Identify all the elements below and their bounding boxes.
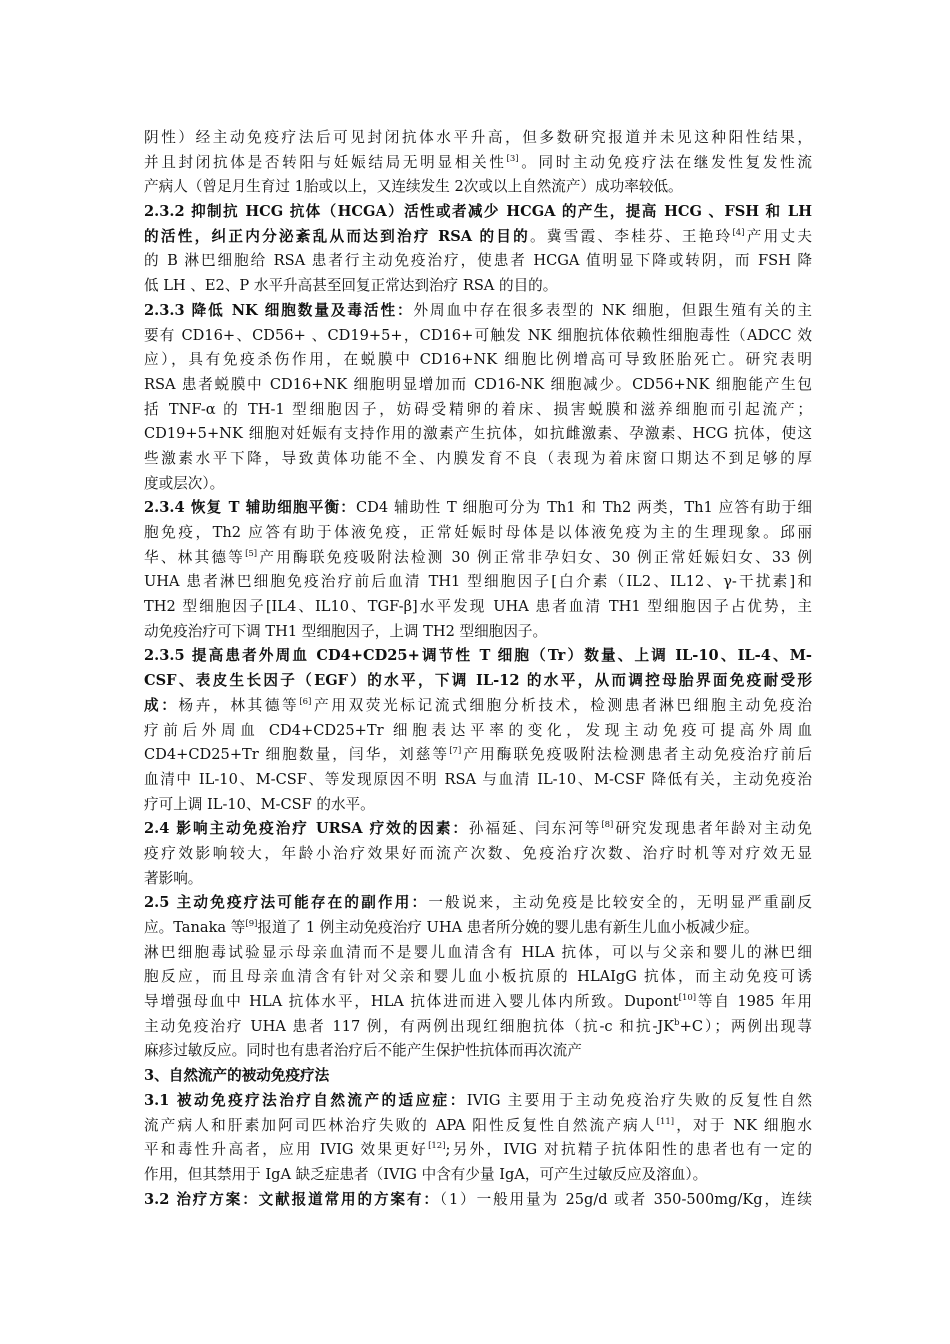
body-text: 产用双荧光标记流式细胞分析技术，检测患者淋巴细胞主动免疫治 — [311, 696, 812, 714]
body-text: UHA 患者淋巴细胞免疫治疗前后血清 TH1 型细胞因子[白介素（IL2、IL12、γ-干扰素]和 — [144, 573, 812, 591]
paragraph-s25 — [144, 891, 812, 1064]
text-line — [144, 965, 812, 990]
bold-heading-text: 2.3.5 提高患者外周血 CD4+CD25+调节性 T 细胞（Tr）数量、上调 IL-10、IL-4、M- — [144, 647, 812, 665]
body-text: 度或层次）。 — [144, 474, 225, 492]
body-text: 一般说来，主动免疫是比较安全的，无明显严重副反 — [428, 894, 812, 912]
body-text: 华、林其德等 — [144, 548, 246, 566]
citation-ref: [9] — [245, 919, 258, 929]
citation-ref: [5] — [245, 548, 258, 559]
citation-ref: [6] — [299, 696, 312, 707]
text-line — [144, 595, 812, 620]
paragraph-p0 — [144, 126, 812, 200]
body-text: 动免疫治疗可下调 TH1 型细胞因子，上调 TH2 型细胞因子。 — [144, 622, 548, 640]
body-text: 胞免疫，Th2 应答有助于体液免疫，正常妊娠时母体是以体液免疫为主的生理现象。邱丽 — [144, 524, 812, 541]
body-text: 应。Tanaka 等 — [144, 919, 246, 936]
body-text: 产病人（曾足月生育过 1胎或以上，又连续发生 2次或以上自然流产）成功率较低。 — [144, 178, 683, 196]
body-text: ;另外，IVIG 对抗精子抗体阳性的患者也有一定的 — [445, 1141, 812, 1159]
text-line — [144, 324, 812, 349]
body-text: 疗前后外周血 CD4+CD25+Tr 细胞表达平率的变化，发现主动免疫可提高外周血 — [144, 721, 812, 739]
text-line — [144, 1064, 812, 1089]
body-text: 作用，但其禁用于 IgA 缺乏症患者（IVIG 中含有少量 IgA，可产生过敏反应及溶血）。 — [144, 1165, 708, 1183]
body-text: 产用酶联免疫吸附法检测 30 例正常非孕妇女、30 例正常妊娠妇女、33 例 — [257, 548, 812, 566]
text-line — [144, 348, 812, 373]
body-text: 麻疹过敏反应。同时也有患者治疗后不能产生保护性抗体而再次流产 — [144, 1042, 582, 1060]
citation-ref: [7] — [449, 746, 462, 757]
bold-heading-text: 3、自然流产的被动免疫疗法 — [144, 1067, 330, 1085]
text-line — [144, 521, 812, 546]
paragraph-h3 — [144, 1064, 812, 1089]
body-text: 外周血中存在很多表型的 NK 细胞，但跟生殖有关的主 — [413, 301, 812, 319]
text-line — [144, 1039, 812, 1064]
body-text: 平和毒性升高者，应用 IVIG 效果更好 — [144, 1141, 429, 1159]
citation-ref: [8] — [601, 820, 614, 831]
text-line — [144, 694, 812, 719]
text-line — [144, 126, 812, 151]
text-line — [144, 719, 812, 744]
text-line — [144, 842, 812, 867]
body-text: 。同时主动免疫疗法在继发性复发性流 — [518, 153, 812, 171]
text-line — [144, 373, 812, 398]
bold-heading-text: 2.4 影响主动免疫治疗 URSA 疗效的因素： — [144, 820, 469, 838]
text-line — [144, 867, 812, 892]
text-line — [144, 422, 812, 447]
bold-heading-text: 2.5 主动免疫疗法可能存在的副作用： — [144, 894, 429, 912]
body-text: +C）；两例出现荨 — [679, 1017, 812, 1035]
body-text: RSA 患者蜕膜中 CD16+NK 细胞明显增加而 CD16-NK 细胞减少。CD56+NK 细胞能产生包 — [144, 375, 812, 393]
text-line — [144, 620, 812, 645]
body-text: ，对于 NK 细胞水 — [674, 1116, 813, 1134]
text-line — [144, 941, 812, 966]
body-text: 疗可上调 IL-10、M-CSF 的水平。 — [144, 795, 375, 813]
paragraph-s233 — [144, 299, 812, 497]
body-text: 的 B 淋巴细胞给 RSA 患者行主动免疫治疗，使患者 HCGA 值明显下降或转阴，而 FSH 降 — [144, 252, 812, 270]
text-line — [144, 398, 812, 423]
text-line — [144, 496, 812, 521]
bold-heading-text: 2.3.2 抑制抗 HCG 抗体（HCGA）活性或者减少 HCGA 的产生，提高 HCG 、FSH 和 LH — [144, 203, 812, 221]
body-text: 胞反应，而且母亲血清含有针对父亲和婴儿血小板抗原的 HLAIgG 抗体，而主动免疫可诱 — [144, 968, 812, 986]
body-text: 。冀雪霞、李桂芬、王艳玲 — [530, 227, 733, 245]
paragraph-s32 — [144, 1188, 812, 1213]
bold-heading-text: 3.1 被动免疫疗法治疗自然流产的适应症： — [144, 1091, 467, 1109]
text-line — [144, 200, 812, 225]
body-text: 等自 1985 年用 — [696, 993, 812, 1011]
text-line — [144, 225, 812, 250]
paragraph-s31 — [144, 1089, 812, 1188]
text-line — [144, 1015, 812, 1040]
bold-heading-text: 2.3.4 恢复 T 辅助细胞平衡： — [144, 499, 357, 517]
body-text: 主动免疫治疗 UHA 患者 117 例，有两例出现红细胞抗体（抗-c 和抗-JK — [144, 1017, 675, 1035]
body-text: 淋巴细胞毒试验显示母亲血清而不是婴儿血清含有 HLA 抗体，可以与父亲和婴儿的淋巴细 — [144, 943, 812, 961]
body-text: 应），具有免疫杀伤作用，在蜕膜中 CD16+NK 细胞比例增高可导致胚胎死亡。研究表明 — [144, 351, 812, 369]
text-line — [144, 990, 812, 1015]
text-line — [144, 1188, 812, 1213]
text-line — [144, 891, 812, 916]
body-text: CD4 辅助性 T 细胞可分为 Th1 和 Th2 两类，Th1 应答有助于细 — [356, 499, 812, 517]
text-line — [144, 916, 812, 941]
document-page — [144, 126, 812, 1212]
text-line — [144, 1114, 812, 1139]
body-text: 些激素水平下降，导致黄体功能不全、内膜发育不良（表现为着床窗口期达不到足够的厚 — [144, 449, 812, 467]
text-line — [144, 546, 812, 571]
body-text: 疫疗效影响较大，年龄小治疗效果好而流产次数、免疫治疗次数、治疗时机等对疗效无显 — [144, 844, 812, 862]
text-line — [144, 299, 812, 324]
text-line — [144, 768, 812, 793]
bold-heading-text: 2.3.3 降低 NK 细胞数量及毒活性： — [144, 301, 414, 319]
bold-heading-text: 的活性，纠正内分泌紊乱从而达到治疗 RSA 的目的 — [144, 227, 531, 245]
paragraph-s235 — [144, 644, 812, 817]
body-text: 并且封闭抗体是否转阳与妊娠结局无明显相关性 — [144, 153, 507, 171]
paragraph-s232 — [144, 200, 812, 299]
body-text: CD19+5+NK 细胞对妊娠有支持作用的激素产生抗体，如抗雌激素、孕激素、HCG 抗体，使这 — [144, 425, 812, 443]
text-line — [144, 1089, 812, 1114]
citation-ref: [12] — [428, 1141, 446, 1152]
body-text: 要有 CD16+、CD56+ 、CD19+5+，CD16+可触发 NK 细胞抗体依赖性细胞毒性（ADCC 效 — [144, 326, 812, 344]
body-text: CD4+CD25+Tr 细胞数量，闫华，刘慈等 — [144, 746, 450, 764]
text-line — [144, 743, 812, 768]
text-line — [144, 644, 812, 669]
text-line — [144, 817, 812, 842]
bold-heading-text: CSF、表皮生长因子（EGF）的水平，下调 IL-12 的水平，从而调控母胎界面免疫耐受形 — [144, 672, 812, 690]
paragraph-s234 — [144, 496, 812, 644]
body-text: 研究发现患者年龄对主动免 — [613, 820, 812, 838]
body-text: 低 LH 、E2、P 水平升高甚至回复正常达到治疗 RSA 的目的。 — [144, 277, 558, 295]
text-line — [144, 175, 812, 200]
bold-heading-text: 3.2 治疗方案：文献报道常用的方案有： — [144, 1190, 440, 1208]
citation-ref: [11] — [656, 1116, 675, 1127]
text-line — [144, 274, 812, 299]
citation-ref: [4] — [732, 227, 745, 238]
text-line — [144, 1138, 812, 1163]
citation-ref: [10] — [678, 993, 697, 1004]
body-text: 孙福延、闫东河等 — [468, 820, 602, 838]
body-text: TH2 型细胞因子[IL4、IL10、TGF-β]水平发现 UHA 患者血清 TH1 型细胞因子占优势，主 — [144, 598, 812, 616]
body-text: 流产病人和肝素加阿司匹林治疗失败的 APA 阳性反复性自然流产病人 — [144, 1116, 657, 1134]
text-line — [144, 570, 812, 595]
text-line — [144, 151, 812, 176]
body-text: 阴性）经主动免疫疗法后可见封闭抗体水平升高，但多数研究报道并未见这种阳性结果， — [144, 129, 812, 146]
body-text: 报道了 1 例主动免疫治疗 UHA 患者所分娩的婴儿患有新生儿血小板减少症。 — [257, 919, 759, 936]
bold-heading-text: 成： — [144, 696, 179, 714]
citation-ref: b — [674, 1017, 680, 1028]
citation-ref: [3] — [506, 153, 519, 164]
text-line — [144, 472, 812, 497]
body-text: 著影响。 — [144, 869, 203, 887]
body-text: 导增强母血中 HLA 抗体水平，HLA 抗体进而进入婴儿体内所致。Dupont — [144, 993, 679, 1011]
body-text: 产用酶联免疫吸附法检测患者主动免疫治疗前后 — [461, 746, 812, 764]
text-line — [144, 447, 812, 472]
body-text: 产用丈夫 — [744, 227, 812, 245]
text-line — [144, 793, 812, 818]
body-text: 杨卉，林其德等 — [178, 696, 300, 714]
paragraph-s24 — [144, 817, 812, 891]
body-text: 括 TNF-α 的 TH-1 型细胞因子，妨碍受精卵的着床、损害蜕膜和滋养细胞而引起流产； — [144, 400, 812, 418]
text-line — [144, 1163, 812, 1188]
text-line — [144, 669, 812, 694]
body-text: IVIG 主要用于主动免疫治疗失败的反复性自然 — [466, 1091, 812, 1109]
body-text: 血清中 IL-10、M-CSF、等发现原因不明 RSA 与血清 IL-10、M-CSF 降低有关，主动免疫治 — [144, 770, 812, 788]
text-line — [144, 249, 812, 274]
body-text: （1）一般用量为 25g/d 或者 350-500mg/Kg，连续 — [439, 1190, 812, 1208]
